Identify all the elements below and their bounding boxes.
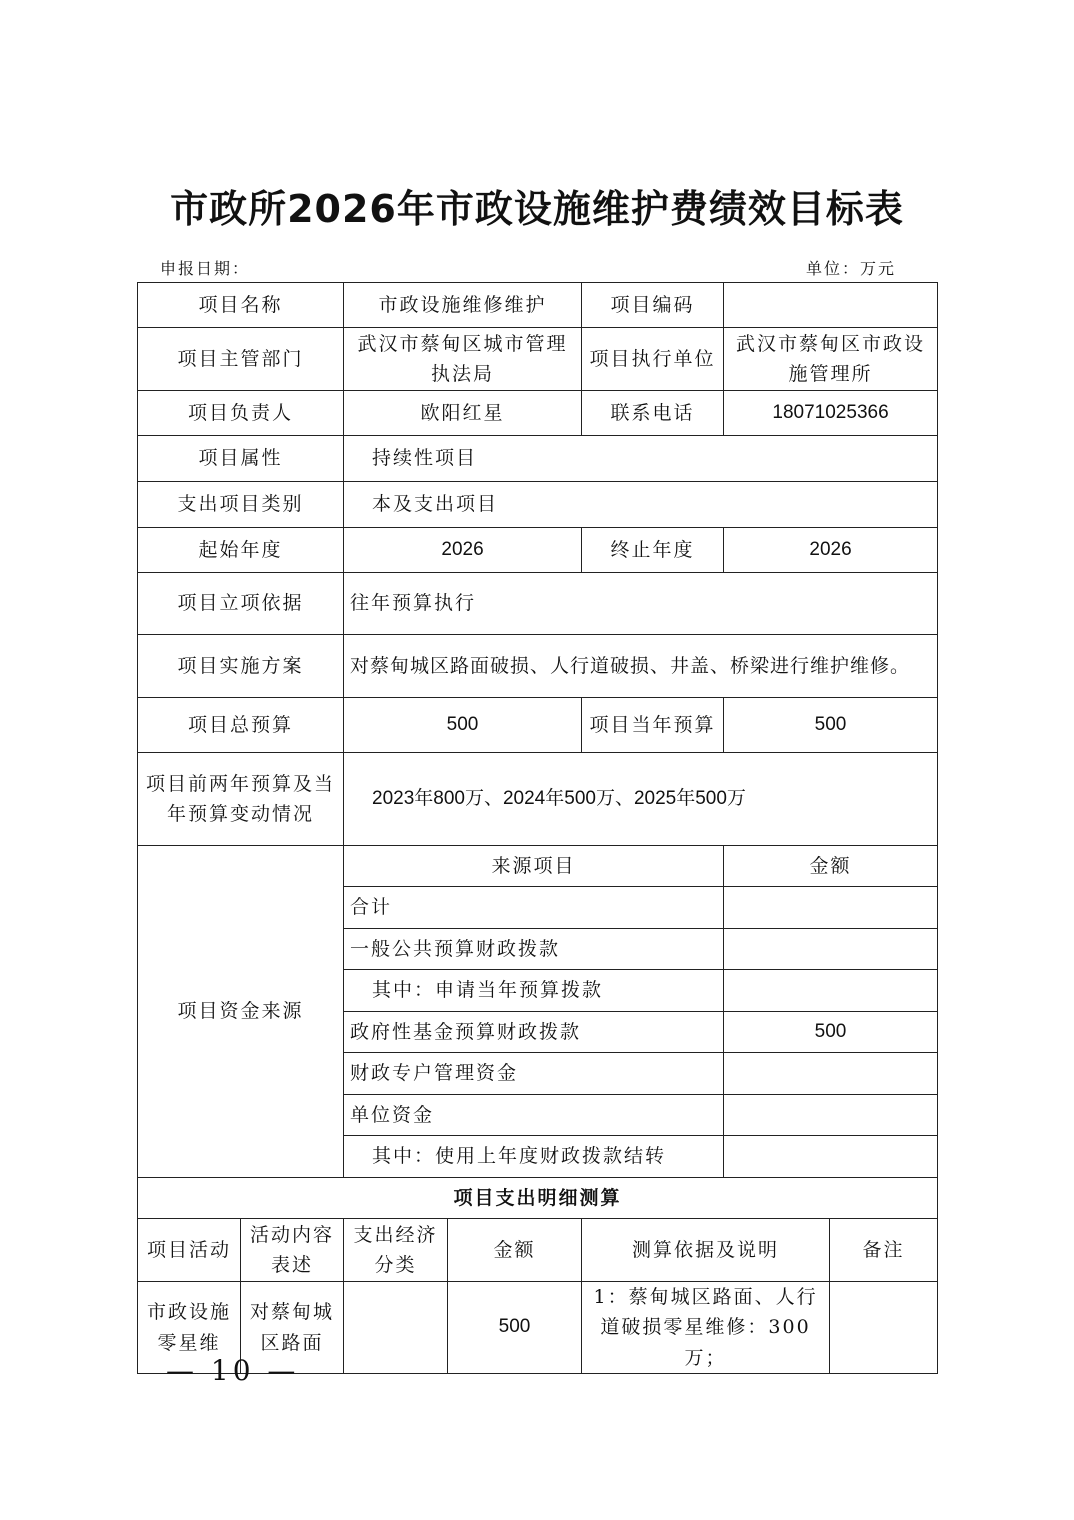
- unit-label: 单位：万元: [805, 259, 896, 278]
- detail-header: 备注: [830, 1219, 938, 1282]
- funding-item-name: 政府性基金预算财政拨款: [344, 1012, 724, 1053]
- current-budget-value: 500: [724, 698, 938, 753]
- category-label: 支出项目类别: [138, 482, 344, 528]
- current-budget-label: 项目当年预算: [582, 698, 724, 753]
- detail-header: 金额: [448, 1219, 582, 1282]
- phone-value: 18071025366: [724, 391, 938, 436]
- detail-header: 活动内容表述: [241, 1219, 344, 1282]
- detail-activity: 市政设施零星维: [138, 1282, 241, 1374]
- leader-value: 欧阳红星: [344, 391, 582, 436]
- end-year-label: 终止年度: [582, 528, 724, 573]
- funding-item-name: 一般公共预算财政拨款: [344, 929, 724, 970]
- funding-item-amount: [724, 887, 938, 929]
- funding-item-amount: [724, 929, 938, 970]
- total-budget-value: 500: [344, 698, 582, 753]
- funding-col-amount: 金额: [724, 846, 938, 887]
- funding-item-amount: [724, 970, 938, 1012]
- page-number: — 10 —: [166, 1354, 300, 1387]
- funding-item-amount: 500: [724, 1012, 938, 1053]
- funding-col-source: 来源项目: [344, 846, 724, 887]
- project-name-label: 项目名称: [138, 283, 344, 328]
- funding-item-name: 合计: [344, 887, 724, 929]
- attr-label: 项目属性: [138, 436, 344, 482]
- category-value: 本及支出项目: [344, 482, 938, 528]
- detail-content: 对蔡甸城区路面: [241, 1282, 344, 1374]
- start-year-value: 2026: [344, 528, 582, 573]
- page-title: 市政所2026年市政设施维护费绩效目标表: [170, 187, 904, 231]
- history-label: 项目前两年预算及当年预算变动情况: [138, 753, 344, 846]
- dept-label: 项目主管部门: [138, 328, 344, 391]
- leader-label: 项目负责人: [138, 391, 344, 436]
- detail-header: 支出经济分类: [344, 1219, 448, 1282]
- detail-econ: [344, 1282, 448, 1374]
- attr-value: 持续性项目: [344, 436, 938, 482]
- basis-value: 往年预算执行: [344, 573, 938, 635]
- detail-header: 项目活动: [138, 1219, 241, 1282]
- start-year-label: 起始年度: [138, 528, 344, 573]
- funding-item-name: 其中：申请当年预算拨款: [344, 970, 724, 1012]
- detail-header: 测算依据及说明: [582, 1219, 830, 1282]
- phone-label: 联系电话: [582, 391, 724, 436]
- funding-item-amount: [724, 1136, 938, 1178]
- project-code-label: 项目编码: [582, 283, 724, 328]
- performance-target-table: [137, 282, 938, 1374]
- dept-value: 武汉市蔡甸区城市管理执法局: [344, 328, 582, 391]
- plan-value: 对蔡甸城区路面破损、人行道破损、井盖、桥梁进行维护维修。: [344, 635, 938, 698]
- funding-item-name: 财政专户管理资金: [344, 1053, 724, 1095]
- funding-label: 项目资金来源: [138, 846, 344, 1178]
- total-budget-label: 项目总预算: [138, 698, 344, 753]
- project-code-value: [724, 283, 938, 328]
- detail-basis: 1：蔡甸城区路面、人行道破损零星维修：300万；: [582, 1282, 830, 1374]
- funding-item-name: 单位资金: [344, 1095, 724, 1136]
- exec-unit-label: 项目执行单位: [582, 328, 724, 391]
- exec-unit-value: 武汉市蔡甸区市政设施管理所: [724, 328, 938, 391]
- project-name-value: 市政设施维修维护: [344, 283, 582, 328]
- detail-note: [830, 1282, 938, 1374]
- report-date-label: 申报日期：: [160, 259, 251, 278]
- funding-item-amount: [724, 1095, 938, 1136]
- funding-item-amount: [724, 1053, 938, 1095]
- detail-amount: 500: [448, 1282, 582, 1374]
- basis-label: 项目立项依据: [138, 573, 344, 635]
- funding-item-name: 其中：使用上年度财政拨款结转: [344, 1136, 724, 1178]
- detail-section-title: 项目支出明细测算: [138, 1178, 938, 1219]
- end-year-value: 2026: [724, 528, 938, 573]
- history-value: 2023年800万、2024年500万、2025年500万: [344, 753, 938, 846]
- plan-label: 项目实施方案: [138, 635, 344, 698]
